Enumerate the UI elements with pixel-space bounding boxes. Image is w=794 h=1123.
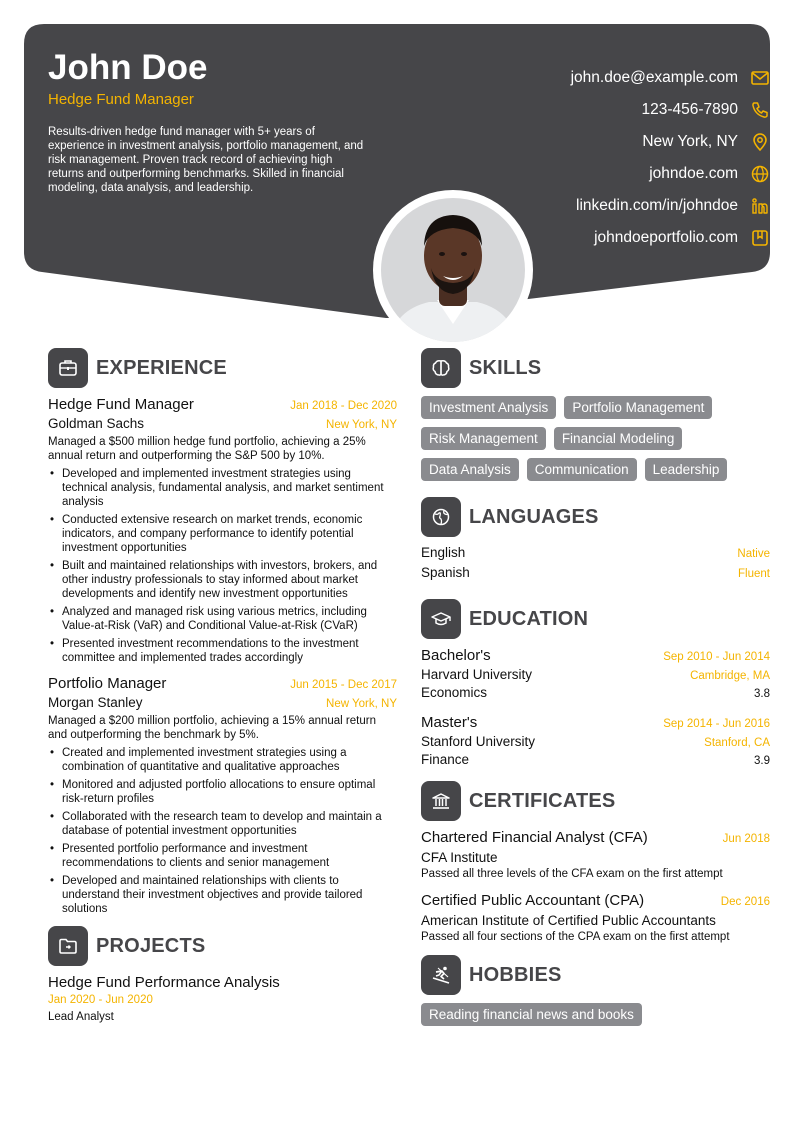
bullet-item: • Analyzed and managed risk using various metrics, including Value-at-Risk (VaR) and Conditional Value-at-Risk (CVaR) [48,605,397,633]
contact-location [440,126,770,158]
projects-section [48,926,397,1024]
education-header [421,714,770,731]
skill-tag: Portfolio Management [564,396,712,419]
project-date: Jan 2020 - Jun 2020 [48,994,153,1006]
project-name: Hedge Fund Performance Analysis [48,974,280,991]
section-header [421,955,770,995]
candidate-role: Hedge Fund Manager [48,91,194,108]
graduation-cap-icon [421,599,461,639]
job-header [48,396,397,413]
section-header [48,926,397,966]
experience-section [48,348,397,916]
school-location: Stanford, CA [704,737,770,749]
education-header [421,647,770,664]
education-section [421,599,770,767]
contact-text[interactable]: john.doe@example.com [570,69,738,86]
job-location: New York, NY [326,419,397,431]
education-field-row [421,752,770,767]
job-description: Managed a $500 million hedge fund portfolio, achieving a 25% annual return and outperforming the S&P 500 by 10%. [48,436,366,462]
project-entry [48,974,397,1024]
institution-icon [421,781,461,821]
skill-tag: Financial Modeling [554,427,683,450]
education-date: Sep 2010 - Jun 2014 [663,651,770,663]
skills-title: SKILLS [469,356,542,379]
left-column [48,348,397,1034]
skill-tag: Data Analysis [421,458,519,481]
language-globe-icon [421,497,461,537]
contact-text[interactable]: johndoeportfolio.com [594,229,738,246]
certificate-issuer: CFA Institute [421,850,498,865]
job-bullets [48,467,397,665]
certificate-name: Certified Public Accountant (CPA) [421,892,645,909]
gpa: 3.8 [754,688,770,700]
job-date: Jun 2015 - Dec 2017 [290,679,397,691]
globe-icon [750,164,770,184]
school-name: Stanford University [421,734,536,749]
profile-photo-frame [373,190,533,350]
degree: Bachelor's [421,647,491,664]
education-date: Sep 2014 - Jun 2016 [663,718,770,730]
job-title: Portfolio Manager [48,675,167,692]
education-school-row [421,734,770,749]
skill-tag: Risk Management [421,427,546,450]
skill-tag: Investment Analysis [421,396,556,419]
hobbies-section [421,955,770,1026]
field-of-study: Economics [421,685,488,700]
linkedin-icon [750,196,770,216]
job-company: Goldman Sachs [48,416,145,431]
job-entry [48,675,397,916]
bullet-item: • Created and implemented investment strategies using a combination of quantitative and qualitative approaches [48,746,397,774]
bookmark-icon [750,228,770,248]
job-company-row [48,695,397,710]
certificate-header [421,829,770,846]
right-column [421,348,770,1036]
certificate-date: Jun 2018 [722,833,770,845]
project-role: Lead Analyst [48,1011,114,1023]
certificate-issuer: American Institute of Certified Public Accountants [421,913,716,928]
certificate-date: Dec 2016 [720,896,770,908]
certificates-title: CERTIFICATES [469,789,616,812]
section-header [421,497,770,537]
experience-title: EXPERIENCE [96,356,227,379]
job-date: Jan 2018 - Dec 2020 [290,400,397,412]
certificate-description: Passed all four sections of the CPA exam on the first attempt [421,931,730,943]
profile-summary: Results-driven hedge fund manager with 5+ years of experience in investment analysis, portfolio management, and risk management. Proven track record of achieving high returns and outperforming benchmarks. Skilled in financial modeling, data analysis, and leadership. [48,126,364,194]
bullet-item: • Monitored and adjusted portfolio allocations to ensure optimal risk-return profiles [48,778,397,806]
location-pin-icon [750,132,770,152]
education-entry [421,647,770,700]
brain-icon [421,348,461,388]
projects-title: PROJECTS [96,934,206,957]
languages-title: LANGUAGES [469,505,599,528]
mail-icon [750,68,770,88]
hobbies-title: HOBBIES [469,963,562,986]
section-header [421,781,770,821]
language-level: Native [737,548,770,560]
contact-text[interactable]: linkedin.com/in/johndoe [576,197,738,214]
job-description: Managed a $200 million portfolio, achieving a 15% annual return and outperforming the benchmark by 5%. [48,715,376,741]
section-header [421,348,770,388]
job-company-row [48,416,397,431]
job-title: Hedge Fund Manager [48,396,194,413]
section-header [48,348,397,388]
school-location: Cambridge, MA [690,670,770,682]
skill-tag: Communication [527,458,637,481]
certificate-entry [421,829,770,880]
job-bullets [48,746,397,916]
field-of-study: Finance [421,752,470,767]
school-name: Harvard University [421,667,533,682]
contact-text[interactable]: johndoe.com [649,165,738,182]
phone-icon [750,100,770,120]
hobby-tags [421,1003,770,1026]
bullet-item: • Developed and implemented investment strategies using technical analysis, fundamental analysis, and market sentiment analysis [48,467,397,509]
certificate-description: Passed all three levels of the CFA exam on the first attempt [421,868,723,880]
bullet-item: • Presented investment recommendations to the investment committee and implemented trades accordingly [48,637,397,665]
languages-section [421,497,770,585]
contact-phone[interactable] [440,94,770,126]
education-entry [421,714,770,767]
job-entry [48,396,397,665]
gpa: 3.9 [754,755,770,767]
job-location: New York, NY [326,698,397,710]
language-name: Spanish [421,565,470,580]
briefcase-icon [48,348,88,388]
certificate-header [421,892,770,909]
language-row [421,545,770,565]
bullet-item: • Developed and maintained relationships with clients to understand their investment objectives and provide tailored solutions [48,874,397,916]
contact-website[interactable] [440,158,770,190]
contact-email[interactable] [440,62,770,94]
contact-text[interactable]: 123-456-7890 [641,101,738,118]
bullet-item: • Presented portfolio performance and investment recommendations to clients and senior management [48,842,397,870]
education-title: EDUCATION [469,607,589,630]
skill-tags [421,396,770,481]
job-company: Morgan Stanley [48,695,143,710]
hobby-tag: Reading financial news and books [421,1003,642,1026]
language-level: Fluent [738,568,770,580]
language-row [421,565,770,585]
job-header [48,675,397,692]
certificate-name: Chartered Financial Analyst (CFA) [421,829,648,846]
contact-text: New York, NY [642,133,738,150]
language-name: English [421,545,466,560]
skier-icon [421,955,461,995]
bullet-item: • Built and maintained relationships with investors, brokers, and other industry professionals to stay informed about market developments and identify new investment opportunities [48,559,397,601]
education-school-row [421,667,770,682]
bullet-item: • Collaborated with the research team to develop and maintain a database of potential investment opportunities [48,810,397,838]
certificate-entry [421,892,770,943]
skills-section [421,348,770,481]
education-field-row [421,685,770,700]
section-header [421,599,770,639]
skill-tag: Leadership [645,458,728,481]
profile-photo [381,198,525,342]
certificates-section [421,781,770,943]
degree: Master's [421,714,478,731]
bullet-item: • Conducted extensive research on market trends, economic indicators, and company performance to identify potential investment opportunities [48,513,397,555]
folder-icon [48,926,88,966]
candidate-name: John Doe [48,48,208,87]
